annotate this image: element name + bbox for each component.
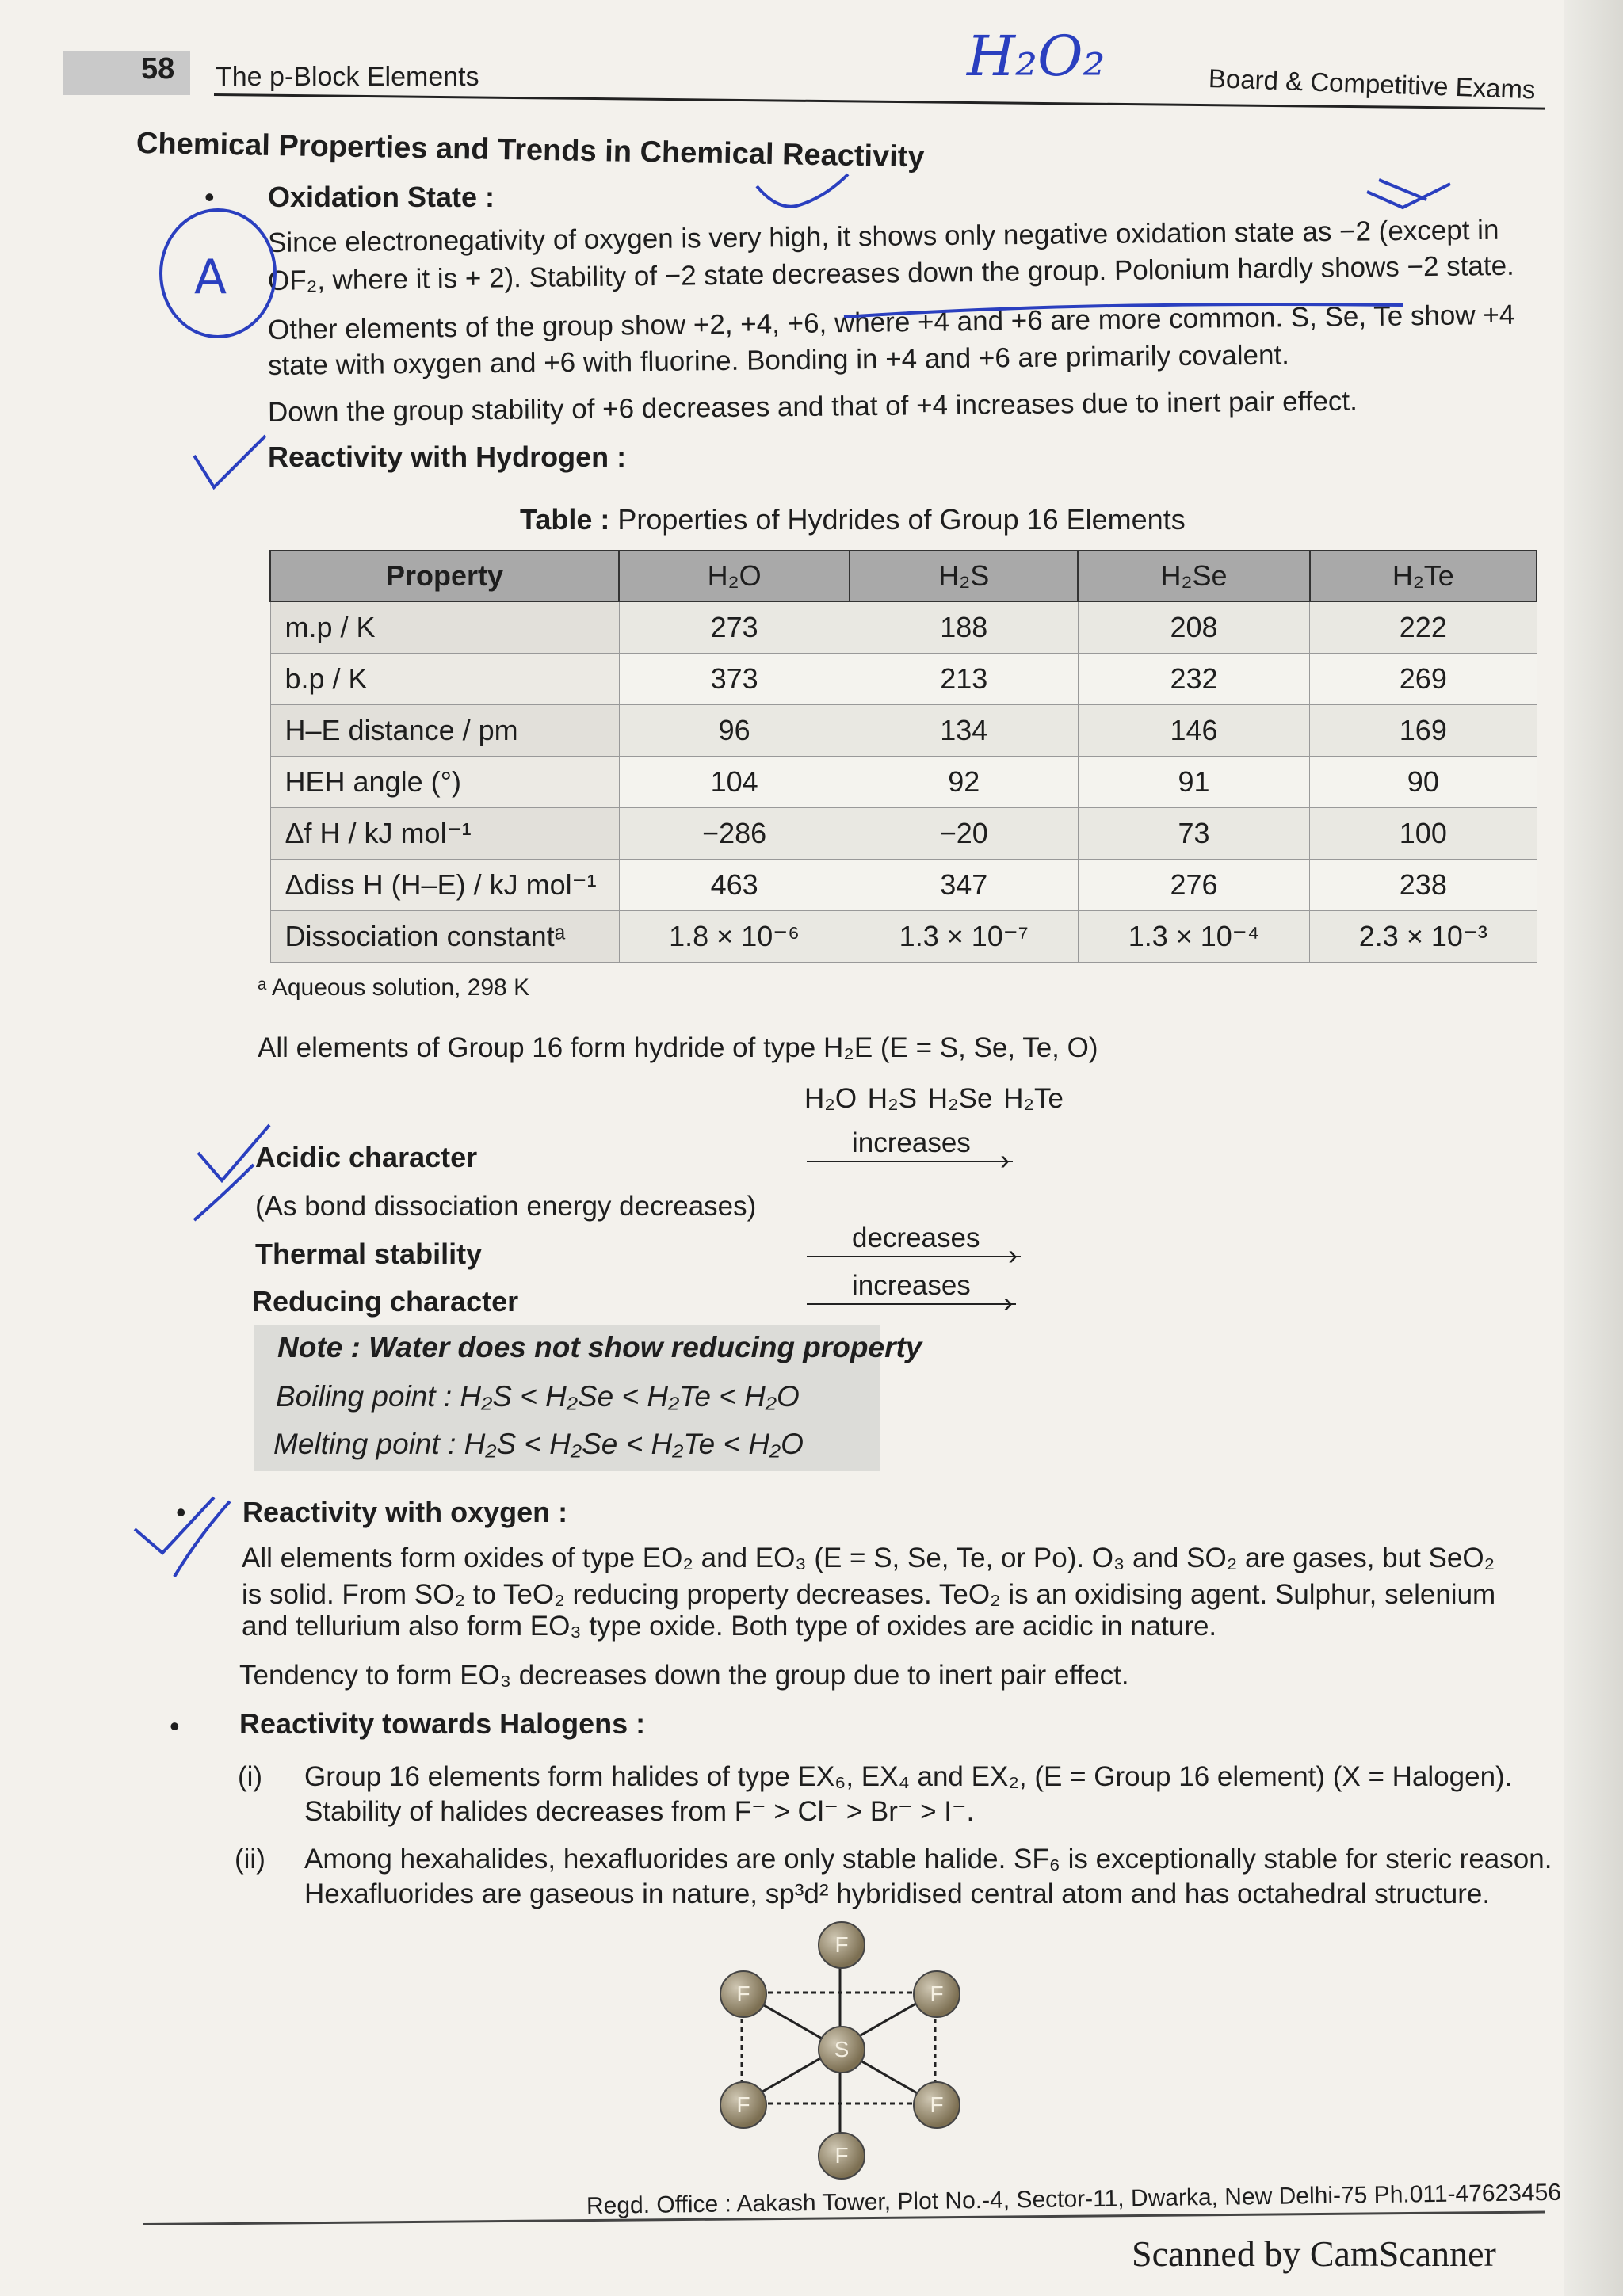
oxygen-line-2: is solid. From SO₂ to TeO₂ reducing property decreases. TeO₂ is an oxidising agent. Sulphur, selenium (242, 1579, 1496, 1610)
trend-label-thermal: Thermal stability (255, 1238, 483, 1270)
column-header: H₂Te (1310, 551, 1537, 601)
table-cell: −20 (850, 808, 1078, 860)
oxidation-line-3: Other elements of the group show +2, +4, +6, where +4 and +6 are more common. S, Se, Te show +4 (267, 299, 1515, 345)
table-footnote: ᵃ Aqueous solution, 298 K (258, 974, 530, 1001)
handwritten-check-icon (190, 432, 269, 503)
halogens-item-1-number: (i) (238, 1761, 263, 1792)
oxygen-line-3: and tellurium also form EO₃ type oxide. Both type of oxides are acidic in nature. (242, 1611, 1217, 1642)
fluorine-atom: F (818, 1921, 865, 1969)
table-cell: 1.8 × 10⁻⁶ (619, 911, 850, 963)
table-cell: 222 (1310, 601, 1537, 654)
table-cell: 276 (1078, 860, 1309, 911)
halogens-item-1-line-2: Stability of halides decreases from F⁻ > Cl⁻ > Br⁻ > I⁻. (304, 1796, 975, 1827)
note-line-3: Melting point : H₂S < H₂Se < H₂Te < H₂O (273, 1428, 804, 1460)
arrow-right-icon: › (1000, 1143, 1010, 1176)
table-cell: 188 (850, 601, 1078, 654)
trend-direction-acidic: increases (852, 1127, 971, 1158)
table-cell: 134 (850, 705, 1078, 757)
halogens-item-2-line-1: Among hexahalides, hexafluorides are only stable halide. SF₆ is exceptionally stable for steric reason. (304, 1844, 1552, 1875)
table-cell: 100 (1310, 808, 1537, 860)
scanner-watermark: Scanned by CamScanner (1132, 2233, 1496, 2274)
table-cell: H–E distance / pm (270, 705, 619, 757)
table-cell: 92 (850, 757, 1078, 808)
table-row (270, 808, 1537, 860)
table-cell: 269 (1310, 654, 1537, 705)
table-title-label: Table : (520, 503, 610, 536)
fluorine-atom: F (720, 2081, 767, 2129)
column-header: Property (270, 551, 619, 601)
table-header-row (270, 551, 1537, 601)
trend-arrow (807, 1303, 1016, 1305)
table-cell: Δdiss H (H–E) / kJ mol⁻¹ (270, 860, 619, 911)
arrow-right-icon: › (1003, 1286, 1013, 1318)
table-cell: 169 (1310, 705, 1537, 757)
table-title (520, 503, 1186, 536)
hydride-statement: All elements of Group 16 form hydride of type H₂E (E = S, Se, Te, O) (258, 1032, 1098, 1063)
bullet-icon: • (176, 1496, 186, 1528)
halogens-item-2-line-2: Hexafluorides are gaseous in nature, sp³d² hybridised central atom and has octahedral structure. (304, 1878, 1491, 1909)
table-cell: 1.3 × 10⁻⁷ (850, 911, 1078, 963)
oxygen-heading: Reactivity with oxygen : (242, 1496, 568, 1528)
table-cell: 146 (1078, 705, 1309, 757)
section-title: Chemical Properties and Trends in Chemical Reactivity (136, 127, 925, 174)
bullet-icon: • (170, 1710, 180, 1742)
table-cell: 1.3 × 10⁻⁴ (1078, 911, 1309, 963)
halogens-heading: Reactivity towards Halogens : (239, 1707, 646, 1740)
table-cell: 273 (619, 601, 850, 654)
table-row (270, 705, 1537, 757)
note-line-2: Boiling point : H₂S < H₂Se < H₂Te < H₂O (276, 1380, 800, 1413)
trend-label-acidic: Acidic character (255, 1141, 478, 1173)
table-cell: 104 (619, 757, 850, 808)
oxidation-heading: Oxidation State : (268, 181, 495, 213)
board-label: Board & Competitive Exams (1208, 63, 1537, 105)
page-edge (1564, 0, 1623, 2296)
column-header: H₂O (619, 551, 850, 601)
table-cell: 96 (619, 705, 850, 757)
trend-direction-reducing: increases (852, 1270, 971, 1301)
fluorine-atom: F (818, 2132, 865, 2180)
table-cell: Δf H / kJ mol⁻¹ (270, 808, 619, 860)
hydrides-table (269, 550, 1537, 963)
fluorine-atom: F (913, 1970, 960, 2018)
table-cell: Dissociation constantᵃ (270, 911, 619, 963)
halogens-item-1-line-1: Group 16 elements form halides of type EX₆, EX₄ and EX₂, (E = Group 16 element) (X = Halogen). (304, 1761, 1513, 1792)
table-cell: −286 (619, 808, 850, 860)
oxygen-line-1: All elements form oxides of type EO₂ and EO₃ (E = S, Se, Te, or Po). O₃ and SO₂ are gases, but SeO₂ (242, 1543, 1495, 1573)
oxidation-line-2: OF₂, where it is + 2). Stability of −2 state decreases down the group. Polonium hardly shows −2 state. (267, 250, 1514, 296)
table-row (270, 601, 1537, 654)
oxidation-line-5: Down the group stability of +6 decreases and that of +4 increases due to inert pair effect. (267, 385, 1358, 428)
oxygen-line-4: Tendency to form EO₃ decreases down the group due to inert pair effect. (239, 1660, 1129, 1691)
table-title-text: Properties of Hydrides of Group 16 Elements (617, 503, 1186, 536)
page-number: 58 (141, 52, 175, 86)
table-cell: 373 (619, 654, 850, 705)
table-row (270, 911, 1537, 963)
handwritten-h2o2: H₂O₂ (967, 24, 1106, 89)
table-cell: 208 (1078, 601, 1309, 654)
table-cell: 73 (1078, 808, 1309, 860)
note-line-1: Note : Water does not show reducing property (277, 1331, 922, 1363)
table-cell: 463 (619, 860, 850, 911)
table-cell: 90 (1310, 757, 1537, 808)
trend-label-reducing: Reducing character (252, 1285, 519, 1318)
table-cell: 232 (1078, 654, 1309, 705)
handwritten-underline (840, 297, 1411, 321)
trend-arrow (807, 1161, 1013, 1162)
fluorine-atom: F (720, 1970, 767, 2018)
halogens-item-2-number: (ii) (235, 1844, 265, 1875)
svg-text:A: A (194, 250, 227, 305)
fluorine-atom: F (913, 2081, 960, 2129)
hydrogen-heading: Reactivity with Hydrogen : (268, 441, 627, 473)
chapter-title: The p-Block Elements (216, 62, 479, 92)
oxidation-line-1: Since electronegativity of oxygen is very high, it shows only negative oxidation state as −2 (except in (267, 214, 1499, 258)
table-cell: 347 (850, 860, 1078, 911)
oxidation-line-4: state with oxygen and +6 with fluorine. Bonding in +4 and +6 are primarily covalent. (267, 339, 1290, 381)
table-cell: 213 (850, 654, 1078, 705)
table-row (270, 654, 1537, 705)
table-row (270, 757, 1537, 808)
hydride-series: H₂O H₂S H₂Se H₂Te (804, 1083, 1064, 1114)
bullet-icon: • (204, 181, 215, 213)
table-cell: 2.3 × 10⁻³ (1310, 911, 1537, 963)
trend-direction-thermal: decreases (852, 1222, 980, 1253)
arrow-right-icon: › (1008, 1238, 1018, 1271)
sf6-structure (697, 1913, 983, 2183)
handwritten-check-icon (1363, 176, 1458, 223)
column-header: H₂S (850, 551, 1078, 601)
trend-arrow (807, 1256, 1021, 1257)
column-header: H₂Se (1078, 551, 1309, 601)
handwritten-check-icon (753, 170, 872, 218)
trend-note-bond: (As bond dissociation energy decreases) (255, 1191, 757, 1222)
table-cell: m.p / K (270, 601, 619, 654)
sulfur-atom: S (818, 2026, 865, 2073)
table-cell: 91 (1078, 757, 1309, 808)
table-row (270, 860, 1537, 911)
handwritten-circle-mark (151, 190, 285, 349)
table-cell: b.p / K (270, 654, 619, 705)
footer-office: Regd. Office : Aakash Tower, Plot No.-4, Sector-11, Dwarka, New Delhi-75 Ph.011-47623456 (586, 2179, 1562, 2219)
table-cell: 238 (1310, 860, 1537, 911)
table-cell: HEH angle (°) (270, 757, 619, 808)
